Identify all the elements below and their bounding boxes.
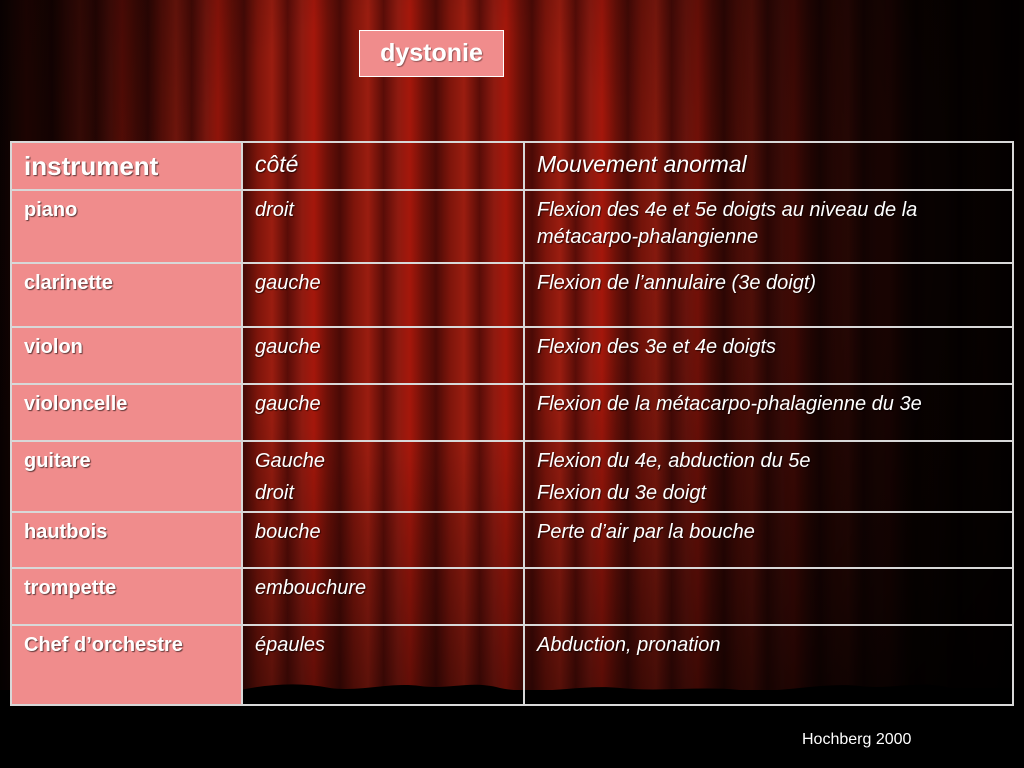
side-line: embouchure <box>255 577 367 599</box>
movement-cell <box>524 327 1013 384</box>
instrument-cell: piano <box>11 190 242 263</box>
side-cell <box>242 625 524 705</box>
movement-cell <box>524 384 1013 441</box>
instrument-cell: violoncelle <box>11 384 242 441</box>
side-line: gauche <box>255 272 321 294</box>
movement-line: Flexion du 4e, abduction du 5e <box>537 450 811 472</box>
side-cell <box>242 190 524 263</box>
side-line: gauche <box>255 393 321 415</box>
table-row <box>11 441 1013 512</box>
side-cell <box>242 263 524 327</box>
instrument-cell: guitare <box>11 441 242 512</box>
movement-line: Flexion de la métacarpo-phalagienne du 3e <box>537 393 922 415</box>
source-citation: Hochberg 2000 <box>802 731 912 748</box>
header-movement: Mouvement anormal <box>524 142 1013 190</box>
instrument-cell: violon <box>11 327 242 384</box>
movement-cell <box>524 441 1013 512</box>
side-cell <box>242 568 524 625</box>
table-row <box>11 568 1013 625</box>
side-line: droit <box>255 199 294 221</box>
side-line: droit <box>255 482 294 504</box>
movement-cell <box>524 512 1013 568</box>
movement-cell <box>524 625 1013 705</box>
dystonia-table <box>10 141 1014 706</box>
instrument-cell: trompette <box>11 568 242 625</box>
movement-cell <box>524 190 1013 263</box>
table-row <box>11 263 1013 327</box>
movement-cell <box>524 568 1013 625</box>
table-row <box>11 327 1013 384</box>
table-row <box>11 384 1013 441</box>
movement-line: Flexion du 3e doigt <box>537 482 707 504</box>
movement-line: Perte d’air par la bouche <box>537 521 755 543</box>
side-cell <box>242 384 524 441</box>
table-body <box>11 190 1013 705</box>
instrument-cell: clarinette <box>11 263 242 327</box>
table-header-row <box>11 142 1013 190</box>
side-line: Gauche <box>255 450 326 472</box>
table-row <box>11 512 1013 568</box>
instrument-cell: Chef d’orchestre <box>11 625 242 705</box>
header-side: côté <box>242 142 524 190</box>
side-line: épaules <box>255 634 326 656</box>
slide-title: dystonie <box>359 30 504 77</box>
instrument-cell: hautbois <box>11 512 242 568</box>
side-line: bouche <box>255 521 321 543</box>
table-row <box>11 625 1013 705</box>
header-instrument: instrument <box>11 142 242 190</box>
movement-line: Abduction, pronation <box>537 634 721 656</box>
side-cell <box>242 441 524 512</box>
table-row <box>11 190 1013 263</box>
side-line: gauche <box>255 336 321 358</box>
movement-line: Flexion des 3e et 4e doigts <box>537 336 777 358</box>
side-cell <box>242 327 524 384</box>
movement-line: Flexion de l’annulaire (3e doigt) <box>537 272 817 294</box>
movement-cell <box>524 263 1013 327</box>
movement-line: Flexion des 4e et 5e doigts au niveau de la métacarpo-phalangienne <box>537 199 918 248</box>
side-cell <box>242 512 524 568</box>
